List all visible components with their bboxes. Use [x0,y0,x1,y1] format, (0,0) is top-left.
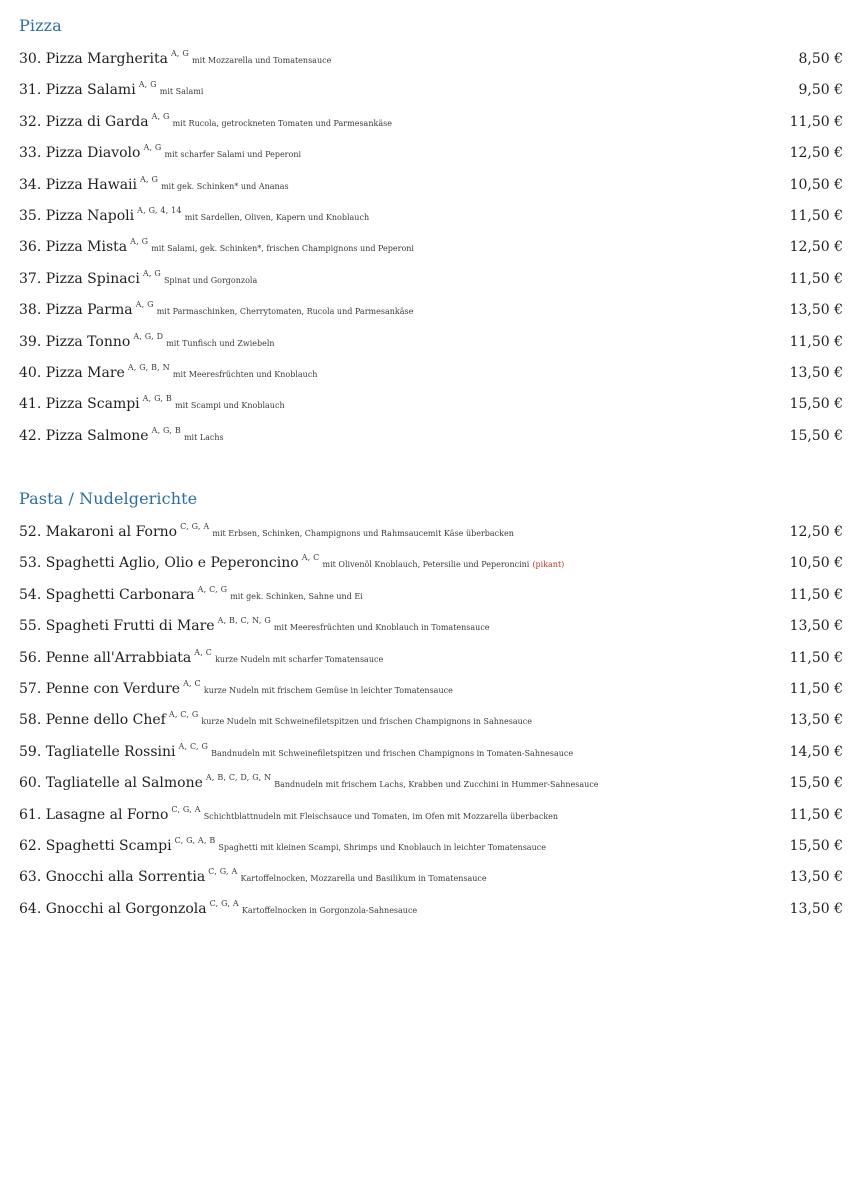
menu-item [19,140,843,164]
menu-item-description: mit Salami [159,87,204,97]
menu-item-name: 55. Spagheti Frutti di Mare [19,618,215,635]
menu-item-price: 12,50 € [789,145,843,162]
menu-item-name: 54. Spaghetti Carbonara [19,586,195,603]
menu-item-price: 13,50 € [789,869,843,886]
menu-item [19,46,843,70]
menu-item-text [19,174,289,193]
menu-item-text [19,236,414,255]
menu-item-description: mit Rucola, getrockneten Tomaten und Parmesankäse [172,118,392,128]
menu-item [19,360,843,384]
menu-item-description: mit Tunfisch und Zwiebeln [166,338,275,348]
menu-item-allergens: C, G, A [171,804,201,814]
menu-item-allergens: C, G, A [209,898,239,908]
menu-item-name: 40. Pizza Mare [19,365,125,381]
menu-item-name: 60. Tagliatelle al Salmone [19,775,203,792]
menu-item-text [19,299,413,318]
menu-item-name: 57. Penne con Verdure [19,681,181,697]
menu-item-allergens: A, G [151,111,170,121]
menu-item-allergens: A, G, D [133,331,164,341]
menu-item-allergens: A, C, G [178,741,209,751]
menu-item [19,234,843,258]
menu-item-allergens: A, G, B [151,425,181,435]
menu-item [19,770,843,794]
menu-item-price: 11,50 € [789,208,843,224]
menu-item [19,613,843,637]
menu-item-price: 15,50 € [789,838,843,854]
menu-item-description: Bandnudeln mit Schweinefiletspitzen und frischen Champignons in Tomaten-Sahnesauce [211,748,574,758]
menu-item-text [19,425,224,444]
menu-item-name: 38. Pizza Parma [19,302,133,319]
menu-item-price: 13,50 € [789,712,843,729]
menu-item [19,519,843,543]
menu-item [19,739,843,763]
menu-item-text [19,48,331,67]
menu-item-allergens: A, G [138,80,157,90]
menu-item-description: mit Scampi und Knoblauch [175,401,285,411]
menu-item-text [19,898,417,917]
menu-item [19,864,843,888]
menu-item-description: kurze Nudeln mit frischem Gemüse in leichter Tomatensauce [203,686,453,695]
menu-item-text [19,111,392,130]
menu-item-description: Kartoffelnocken in Gorgonzola-Sahnesauce [241,905,418,915]
menu-item-name: 56. Penne all'Arrabbiata [19,649,192,666]
menu-item-price: 8,50 € [798,51,843,67]
menu-item-name: 58. Penne dello Chef [19,712,166,729]
menu-item-price: 12,50 € [789,239,843,256]
menu-item-name: 36. Pizza Mista [19,239,128,256]
menu-item-allergens: C, G, A, B [174,836,216,845]
menu-item-price: 11,50 € [789,806,843,823]
menu-item [19,896,843,920]
menu-item-allergens: A, G [143,143,162,153]
menu-item-price: 13,50 € [789,365,843,381]
menu-item-allergens: A, C [301,553,320,563]
menu-item-description: mit Salami, gek. Schinken*, frischen Champignons und Peperoni [151,244,414,254]
menu-item-text [19,331,275,350]
menu-item-price: 11,50 € [789,586,843,603]
section-title-pizza: Pizza [19,16,62,35]
menu-item [19,550,843,574]
menu-item-allergens: A, B, C, D, G, N [205,773,272,783]
menu-item-allergens: A, G, 4, 14 [137,206,182,215]
menu-item-text [19,521,514,540]
menu-item-name: 53. Spaghetti Aglio, Olio e Peperoncino [19,555,299,572]
menu-item-name: 34. Pizza Hawaii [19,176,138,193]
menu-item-description: kurze Nudeln mit scharfer Tomatensauce [215,654,384,664]
menu-item-name: 61. Lasagne al Forno [19,806,169,823]
menu-item-price: 11,50 € [789,649,843,666]
menu-item-allergens: A, C [194,647,213,657]
menu-item-name: 59. Tagliatelle Rossini [19,743,176,760]
menu-item-price: 11,50 € [789,113,843,130]
menu-item-description: mit Parmaschinken, Cherrytomaten, Rucola und Parmesankäse [156,307,414,317]
menu-item-name: 32. Pizza di Garda [19,113,149,130]
menu-item-allergens: A, G [135,300,154,310]
menu-item-allergens: C, G, A [208,867,238,877]
menu-item-name: 41. Pizza Scampi [19,396,140,413]
menu-item-allergens: A, C [183,679,201,688]
menu-item-price: 13,50 € [789,900,843,917]
menu-item-text [19,615,490,634]
menu-item [19,582,843,606]
menu-item-description: mit gek. Schinken, Sahne und Ei [230,591,363,601]
menu-item-allergens: C, G, A [180,522,210,531]
menu-item-text [19,647,383,666]
menu-item-name: 35. Pizza Napoli [19,208,135,224]
menu-item-description: Schichtblattnudeln mit Fleischsauce und Tomaten, im Ofen mit Mozzarella überbacken [203,811,559,821]
menu-item-price: 15,50 € [789,427,843,444]
menu-item-text [19,79,203,98]
menu-item-allergens: A, G [142,268,161,278]
menu-item-allergens: A, G [140,174,159,184]
menu-item-name: 33. Pizza Diavolo [19,145,141,162]
menu-item-name: 37. Pizza Spinaci [19,270,140,287]
menu-item-description: mit gek. Schinken* und Ananas [161,181,289,191]
menu-item [19,645,843,669]
menu-item-description: mit Meeresfrüchten und Knoblauch in Tomatensauce [273,623,490,633]
menu-item-description: mit Sardellen, Oliven, Kapern und Knoblauch [184,213,370,222]
menu-item-price: 11,50 € [789,681,843,697]
menu-item-text [19,362,317,381]
menu-item-allergens: A, G [130,237,149,247]
menu-item-price: 9,50 € [798,82,843,99]
menu-item [19,802,843,826]
menu-item-allergens: A, G, B, N [127,363,170,372]
menu-item-description: mit Erbsen, Schinken, Champignons und Rahmsaucemit Käse überbacken [212,529,514,538]
menu-item-description: mit Olivenöl Knoblauch, Petersilie und Peperoncini [322,560,530,570]
menu-item-name: 62. Spaghetti Scampi [19,838,172,854]
menu-item-description: kurze Nudeln mit Schweinefiletspitzen und frischen Champignons in Sahnesauce [201,717,532,727]
section-title-pasta: Pasta / Nudelgerichte [19,489,198,508]
menu-item-price: 14,50 € [789,743,843,760]
menu-item-text [19,835,546,854]
menu-item-description: mit scharfer Salami und Peperoni [164,150,302,160]
menu-item-price: 12,50 € [789,524,843,540]
menu-item [19,77,843,101]
menu-item-name: 63. Gnocchi alla Sorrentia [19,869,206,886]
menu-item-text [19,741,573,760]
menu-item-description: Spaghetti mit kleinen Scampi, Shrimps und Knoblauch in leichter Tomatensauce [218,843,546,852]
menu-item-price: 11,50 € [789,333,843,350]
menu-item-price: 10,50 € [789,176,843,193]
menu-item-description: mit Mozzarella und Tomatensauce [192,56,332,65]
menu-item-name: 52. Makaroni al Forno [19,524,178,540]
menu-item-text [19,709,532,728]
menu-item-price: 15,50 € [789,775,843,792]
menu-item [19,172,843,196]
menu-item [19,203,843,227]
menu-item-name: 31. Pizza Salami [19,82,136,99]
menu-item-text [19,772,599,791]
menu-item-text [19,552,564,571]
menu-item [19,266,843,290]
menu-item [19,423,843,447]
menu-item-description: mit Lachs [183,432,224,442]
menu-item [19,391,843,415]
menu-item-description: Kartoffelnocken, Mozzarella und Basilikum in Tomatensauce [240,874,487,884]
menu-item [19,109,843,133]
menu-item [19,329,843,353]
menu-item-description: Bandnudeln mit frischem Lachs, Krabben und Zucchini in Hummer-Sahnesauce [274,780,599,790]
menu-item-name: 42. Pizza Salmone [19,427,149,444]
menu-item-text [19,866,487,885]
menu-item-text [19,205,369,224]
menu-item [19,676,843,700]
menu-item-allergens: A, B, C, N, G [217,616,271,626]
menu-item-text [19,804,558,823]
menu-item-name: 64. Gnocchi al Gorgonzola [19,900,207,917]
menu-item-description: Spinat und Gorgonzola [163,275,258,285]
menu-item [19,297,843,321]
menu-item-text [19,584,363,603]
menu-item-allergens: A, G, B [142,394,172,404]
menu-item-price: 13,50 € [789,302,843,319]
menu-item-spicy-note: (pikant) [532,560,565,570]
menu-item-name: 30. Pizza Margherita [19,51,168,67]
menu-item [19,833,843,857]
menu-item-allergens: A, G [170,49,190,58]
menu-item-allergens: A, C, G [168,710,199,720]
menu-item-text [19,393,285,412]
menu-item-allergens: A, C, G [197,584,228,594]
menu-item-name: 39. Pizza Tonno [19,333,131,350]
menu-item-price: 13,50 € [789,618,843,635]
menu-item-text [19,678,453,697]
menu-item-price: 11,50 € [789,270,843,287]
menu-item-text [19,142,301,161]
menu-item-text [19,268,257,287]
menu-item [19,707,843,731]
menu-item-price: 10,50 € [789,555,843,572]
menu-item-description: mit Meeresfrüchten und Knoblauch [172,370,318,379]
menu-item-price: 15,50 € [789,396,843,413]
